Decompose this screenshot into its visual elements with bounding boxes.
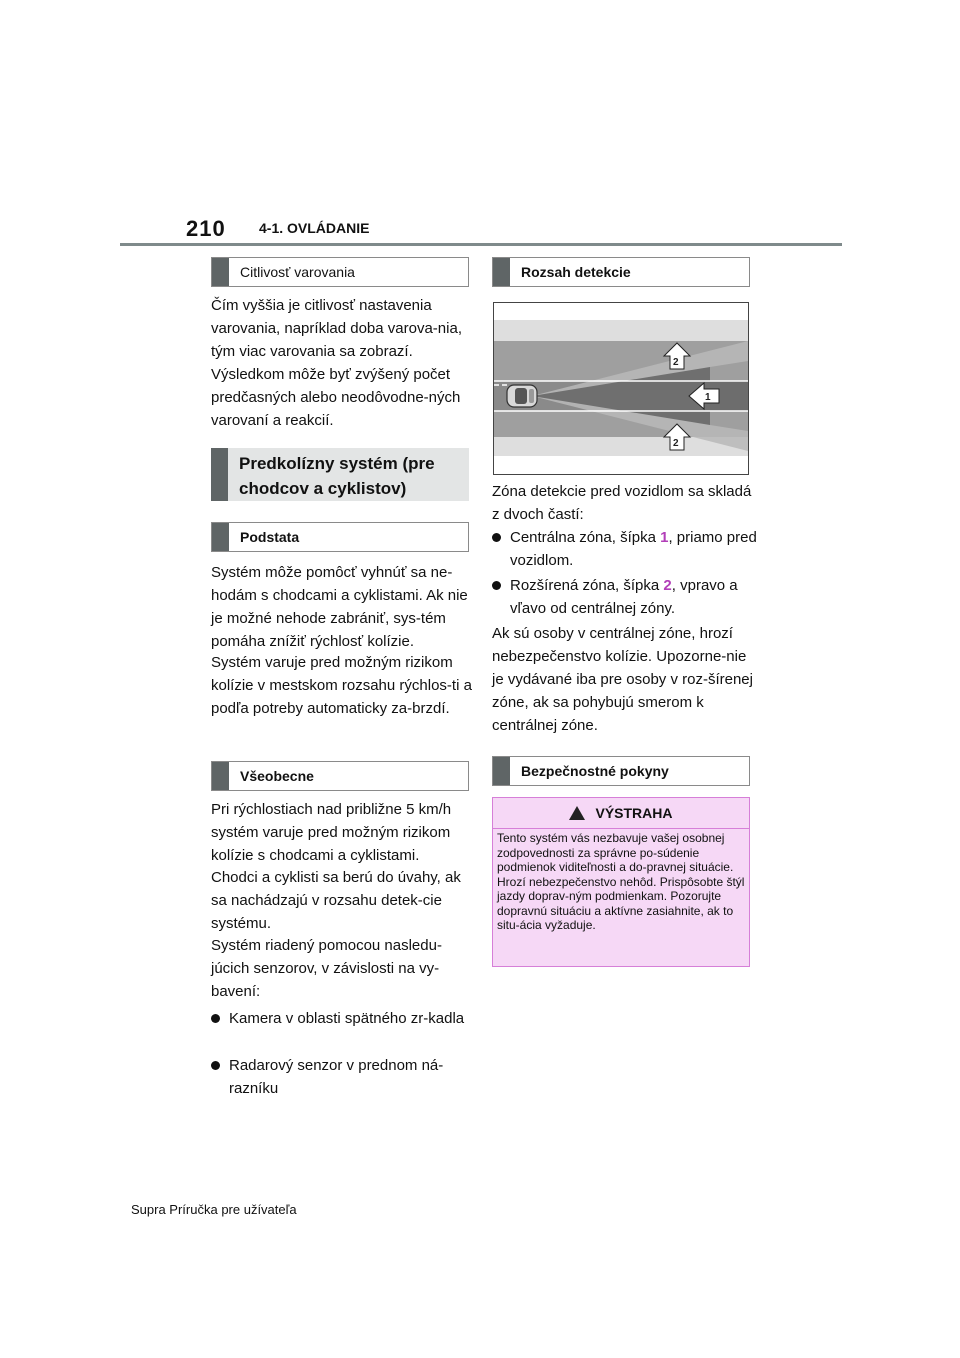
list-item: Centrálna zóna, šípka 1, priamo pred vozidlom.	[492, 526, 764, 572]
safety-heading: Bezpečnostné pokyny	[492, 756, 750, 786]
detection-diagram	[494, 303, 748, 474]
range-heading: Rozsah detekcie	[492, 257, 750, 287]
general-p3: Systém riadený pomocou nasledu-júcich senzorov, v závislosti na vy-bavení:	[211, 937, 442, 1000]
sensitivity-text: Čím vyššia je citlivosť nastavenia varovania, napríklad doba varova-nia, tým viac varovania sa zobrazí. Výsledkom môže byť zvýšený počet predčasných alebo neodôvodne-ných varovaní a reakcií.	[211, 297, 462, 429]
warning-text: Tento systém vás nezbavuje vašej osobnej zodpovednosti za správne po-súdenie podmienok viditeľnosti a do-pravnej situácie. Hrozí nebezpečenstvo nehôd. Prispôsobte štýl jazdy doprav-ným podmienkam. Pozorujte dopravnú situáciu a aktívne zasiahnite, ak to situ-ácia vyžaduje.	[497, 831, 745, 932]
system-heading: Predkolízny systém (pre chodcov a cyklistov)	[211, 448, 469, 501]
svg-text:2: 2	[673, 357, 679, 368]
svg-text:2: 2	[673, 438, 679, 449]
principle-heading: Podstata	[211, 522, 469, 552]
bullet-dot	[492, 581, 501, 590]
principle-p2: Systém varuje pred možným rizikom kolízie v mestskom rozsahu rýchlos-ti a podľa potreby automaticky za-brzdí.	[211, 654, 472, 717]
warning-header: VÝSTRAHA	[493, 798, 749, 829]
list-item: Kamera v oblasti spätného zr-kadla	[211, 1007, 469, 1030]
list-item: Rozšírená zóna, šípka 2, vpravo a vľavo od centrálnej zóny.	[492, 574, 764, 620]
page-number: 210	[186, 216, 226, 241]
bullet-dot	[211, 1014, 220, 1023]
list-item: Radarový senzor v prednom ná-razníku	[211, 1054, 469, 1100]
footer-text: Supra Príručka pre užívateľa	[131, 1202, 297, 1217]
sensitivity-heading: Citlivosť varovania	[211, 257, 469, 287]
general-p1: Pri rýchlostiach nad približne 5 km/h systém varuje pred možným rizikom kolízie s chodcami a cyklistami.	[211, 801, 452, 864]
warning-box	[492, 797, 750, 967]
header-rule	[120, 243, 842, 246]
car-icon	[507, 385, 537, 407]
range-intro: Zóna detekcie pred vozidlom sa skladá z dvoch častí:	[492, 483, 752, 523]
range-p2: Ak sú osoby v centrálnej zóne, hrozí nebezpečenstvo kolízie. Upozorne-nie je vydávané iba pre osoby v roz-šírenej zóne, ak sa pohybujú smerom k centrálnej zóne.	[492, 625, 753, 734]
warning-icon	[569, 806, 585, 820]
general-p2: Chodci a cyklisti sa berú do úvahy, ak sa nachádzajú v rozsahu detek-cie systému.	[211, 869, 461, 932]
bullet-dot	[211, 1061, 220, 1070]
section-title: 4-1. OVLÁDANIE	[259, 220, 370, 236]
general-heading: Všeobecne	[211, 761, 469, 791]
bullet-dot	[492, 533, 501, 542]
svg-text:1: 1	[705, 392, 711, 403]
principle-p1: Systém môže pomôcť vyhnúť sa ne-hodám s chodcami a cyklistami. Ak nie je možné nehode zabrániť, sys-tém pomáha znížiť rýchlosť kolízie.	[211, 564, 468, 650]
detection-range-figure	[493, 302, 749, 475]
